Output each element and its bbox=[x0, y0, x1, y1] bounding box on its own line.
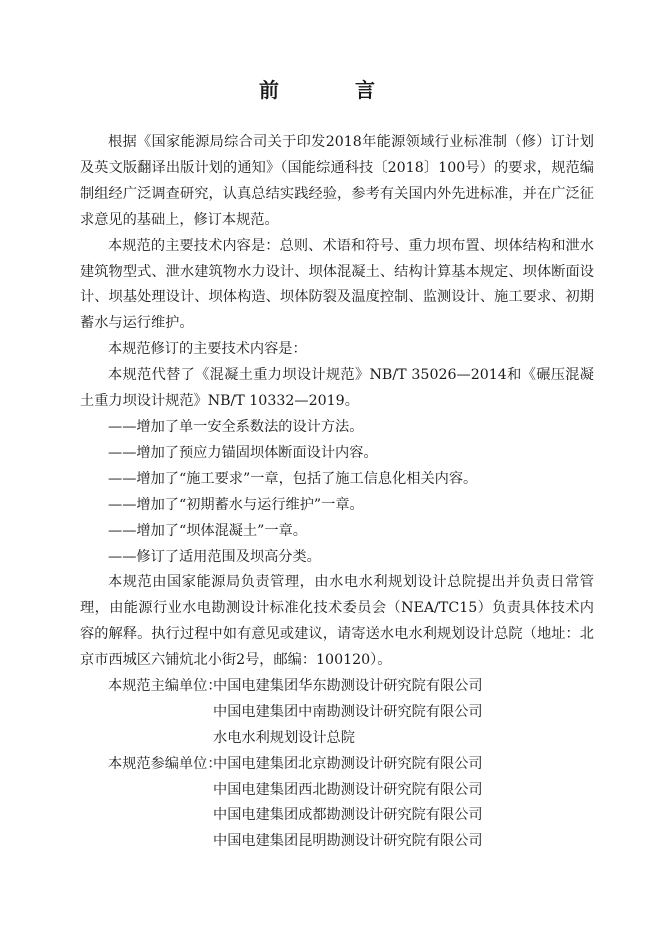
participating-unit-row bbox=[80, 803, 594, 829]
participating-units-label: 本规范参编单位： bbox=[108, 755, 222, 772]
chief-unit-row bbox=[80, 700, 594, 726]
page-title: 前 言 bbox=[259, 78, 403, 102]
paragraph-basis: 根据《国家能源局综合司关于印发2018年能源领域行业标准制（修）订计划及英文版翻译出版计划的通知》（国能综通科技〔2018〕100号）的要求，规范编制组经广泛调查研究，认真总结实践经验，参考有关国内外先进标准，并在广泛征求意见的基础上，修订本规范。 bbox=[80, 134, 594, 228]
chief-unit-row bbox=[80, 674, 594, 700]
preface-body bbox=[80, 130, 594, 855]
revision-item: ——增加了预应力锚固坝体断面设计内容。 bbox=[108, 444, 378, 461]
paragraph-management: 本规范由国家能源局负责管理，由水电水利规划设计总院提出并负责日常管理，由能源行业水电勘测设计标准化技术委员会（NEA/TC15）负责具体技术内容的解释。执行过程中如有意见或建议，请寄送水电水利规划设计总院（地址：北京市西城区六铺炕北小街2号，邮编：100120）。 bbox=[80, 574, 594, 669]
revision-item: ——增加了单一安全系数法的设计方法。 bbox=[108, 418, 364, 435]
paragraph-main-content: 本规范的主要技术内容是：总则、术语和符号、重力坝布置、坝体结构和泄水建筑物型式、泄水建筑物水力设计、坝体混凝土、结构计算基本规定、坝体断面设计、坝基处理设计、坝体构造、坝体防裂及温度控制、监测设计、施工要求、初期蓄水与运行维护。 bbox=[80, 237, 594, 332]
paragraph-revision-intro: 本规范修订的主要技术内容是： bbox=[108, 341, 307, 358]
revision-item: ——增加了“坝体混凝土”一章。 bbox=[108, 522, 307, 539]
revision-item: ——增加了“初期蓄水与运行维护”一章。 bbox=[108, 496, 364, 513]
chief-unit-name: 中国电建集团中南勘测设计研究院有限公司 bbox=[213, 703, 483, 720]
participating-unit-name: 中国电建集团西北勘测设计研究院有限公司 bbox=[213, 781, 483, 798]
participating-unit-row bbox=[80, 778, 594, 804]
paragraph-replaces: 本规范代替了《混凝土重力坝设计规范》NB/T 35026—2014和《碾压混凝土重力坝设计规范》NB/T 10332—2019。 bbox=[80, 367, 594, 410]
revision-item: ——修订了适用范围及坝高分类。 bbox=[108, 548, 321, 565]
participating-unit-name: 中国电建集团北京勘测设计研究院有限公司 bbox=[213, 755, 483, 772]
participating-unit-row bbox=[80, 752, 594, 778]
chief-units-label: 本规范主编单位： bbox=[108, 678, 222, 695]
participating-unit-name: 中国电建集团昆明勘测设计研究院有限公司 bbox=[213, 833, 483, 850]
chief-unit-name: 水电水利规划设计总院 bbox=[213, 729, 355, 746]
revision-item: ——增加了“施工要求”一章，包括了施工信息化相关内容。 bbox=[108, 470, 478, 487]
participating-unit-name: 中国电建集团成都勘测设计研究院有限公司 bbox=[213, 807, 483, 824]
chief-unit-name: 中国电建集团华东勘测设计研究院有限公司 bbox=[213, 678, 483, 695]
chief-unit-row bbox=[80, 726, 594, 752]
participating-unit-row bbox=[80, 829, 594, 855]
